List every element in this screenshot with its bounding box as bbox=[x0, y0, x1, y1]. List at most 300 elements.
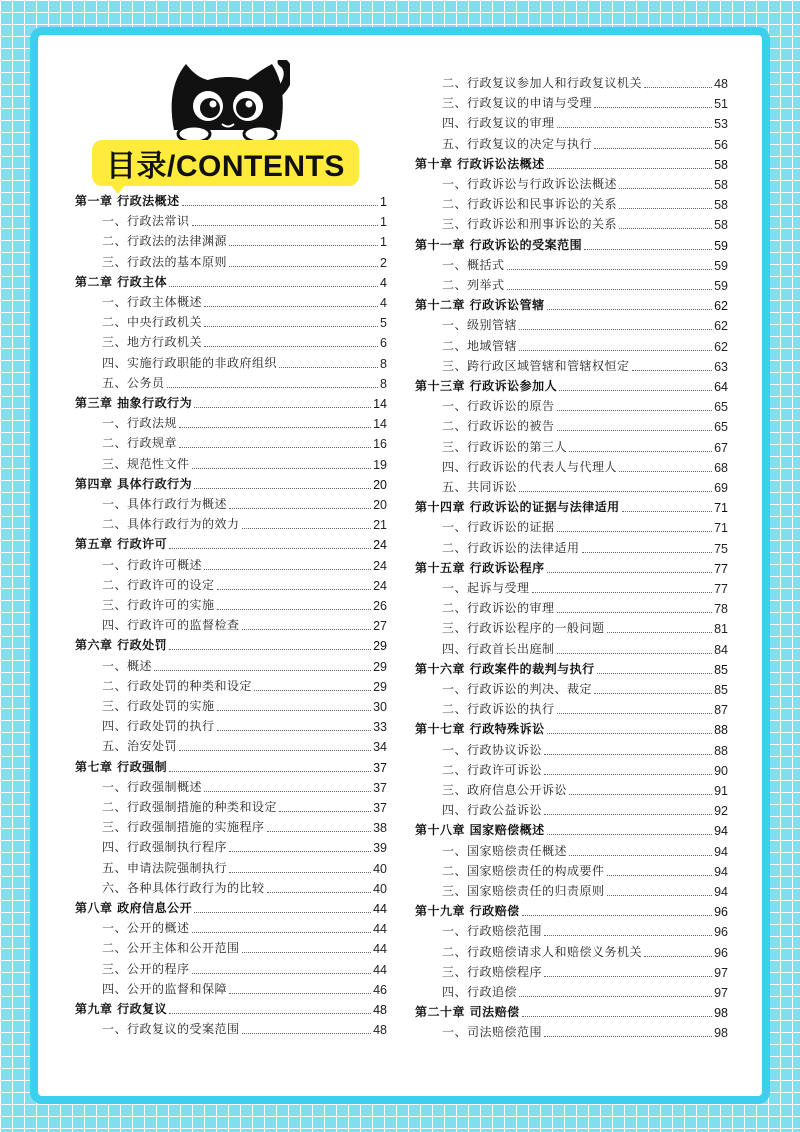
page-number: 46 bbox=[373, 982, 387, 997]
dot-leader bbox=[522, 915, 712, 916]
toc-section-row[interactable] bbox=[415, 437, 728, 455]
section-title: 一、行政诉讼与行政诉讼法概述 bbox=[442, 177, 618, 191]
toc-section-row[interactable] bbox=[75, 575, 387, 593]
section-title: 五、公务员 bbox=[102, 375, 165, 390]
dot-leader bbox=[169, 649, 371, 650]
chapter-title: 第十六章 行政案件的裁判与执行 bbox=[415, 661, 595, 676]
dot-leader bbox=[507, 269, 713, 270]
toc-section-row[interactable] bbox=[415, 618, 728, 636]
section-title: 四、行政追偿 bbox=[442, 985, 518, 999]
toc-chapter-row[interactable] bbox=[75, 393, 387, 411]
dot-leader bbox=[544, 814, 712, 815]
page-number: 56 bbox=[714, 137, 728, 152]
toc-section-row[interactable] bbox=[415, 760, 728, 778]
dot-leader bbox=[547, 572, 712, 573]
toc-section-row[interactable] bbox=[75, 959, 387, 977]
page-number: 14 bbox=[373, 397, 387, 411]
page-number: 20 bbox=[373, 477, 387, 492]
section-title: 一、行政诉讼的原告 bbox=[442, 399, 555, 414]
toc-section-row[interactable] bbox=[415, 780, 728, 798]
toc-section-row[interactable] bbox=[415, 639, 728, 657]
toc-chapter-row[interactable] bbox=[75, 999, 387, 1017]
chapter-title: 第二十章 司法赔偿 bbox=[415, 1005, 520, 1020]
section-title: 一、行政诉讼的判决、裁定 bbox=[442, 682, 593, 696]
section-title: 二、地域管辖 bbox=[442, 338, 518, 353]
toc-section-row[interactable] bbox=[75, 373, 387, 391]
section-title: 四、行政复议的审理 bbox=[442, 116, 555, 131]
toc-section-row[interactable] bbox=[75, 494, 387, 512]
page-number: 71 bbox=[714, 501, 728, 516]
toc-section-row[interactable] bbox=[75, 514, 387, 532]
section-title: 五、共同诉讼 bbox=[442, 480, 518, 494]
section-title: 三、行政法的基本原则 bbox=[102, 254, 228, 269]
page-number: 98 bbox=[714, 1006, 728, 1021]
section-title: 一、行政法常识 bbox=[102, 214, 190, 229]
page-number: 94 bbox=[714, 885, 728, 899]
toc-section-row[interactable] bbox=[415, 517, 728, 535]
section-title: 四、行政强制执行程序 bbox=[102, 840, 228, 855]
section-title: 二、行政诉讼的法律适用 bbox=[442, 540, 580, 555]
page-number: 34 bbox=[373, 740, 387, 755]
toc-section-row[interactable] bbox=[75, 858, 387, 876]
section-title: 二、行政诉讼的被告 bbox=[442, 419, 555, 434]
toc-section-row[interactable] bbox=[415, 538, 728, 556]
toc-section-row[interactable] bbox=[415, 578, 728, 596]
dot-leader bbox=[519, 491, 712, 492]
chapter-title: 第六章 行政处罚 bbox=[75, 638, 168, 653]
section-title: 一、起诉与受理 bbox=[442, 581, 530, 595]
page-number: 77 bbox=[714, 582, 728, 596]
toc-section-row[interactable] bbox=[75, 353, 387, 371]
toc-section-row[interactable] bbox=[415, 861, 728, 879]
dot-leader bbox=[582, 552, 713, 553]
dot-leader bbox=[242, 1033, 372, 1034]
page-number: 71 bbox=[714, 521, 728, 536]
toc-section-row[interactable] bbox=[75, 595, 387, 613]
page-number: 29 bbox=[373, 639, 387, 654]
chapter-title: 第八章 政府信息公开 bbox=[75, 901, 193, 915]
toc-section-row[interactable] bbox=[75, 676, 387, 694]
page-number: 5 bbox=[380, 316, 387, 331]
chapter-title: 第九章 行政复议 bbox=[75, 1002, 168, 1016]
chapter-title: 第十五章 行政诉讼程序 bbox=[415, 560, 545, 575]
section-title: 一、行政法规 bbox=[102, 416, 178, 431]
chapter-title: 第十七章 行政特殊诉讼 bbox=[415, 722, 545, 737]
page-number: 58 bbox=[714, 218, 728, 233]
toc-section-row[interactable] bbox=[415, 275, 728, 293]
section-title: 四、行政处罚的执行 bbox=[102, 719, 215, 734]
dot-leader bbox=[169, 286, 378, 287]
toc-section-row[interactable] bbox=[75, 433, 387, 451]
dot-leader bbox=[619, 188, 712, 189]
dot-leader bbox=[204, 306, 378, 307]
dot-leader bbox=[544, 1036, 712, 1037]
page-number: 40 bbox=[373, 861, 387, 876]
toc-section-row[interactable] bbox=[415, 255, 728, 273]
page-number: 68 bbox=[714, 460, 728, 475]
dot-leader bbox=[229, 872, 371, 873]
page-number: 85 bbox=[714, 662, 728, 677]
toc-section-row[interactable] bbox=[75, 332, 387, 350]
toc-section-row[interactable] bbox=[75, 413, 387, 431]
dot-leader bbox=[519, 329, 712, 330]
toc-section-row[interactable] bbox=[415, 73, 728, 91]
section-title: 六、各种具体行政行为的比较 bbox=[102, 880, 265, 895]
dot-leader bbox=[229, 508, 371, 509]
toc-chapter-row[interactable] bbox=[415, 719, 728, 737]
page-number: 67 bbox=[714, 440, 728, 455]
cat-mascot-icon bbox=[164, 60, 290, 142]
section-title: 一、概述 bbox=[102, 658, 153, 673]
page-number: 97 bbox=[714, 965, 728, 980]
toc-section-row[interactable] bbox=[415, 356, 728, 374]
dot-leader bbox=[182, 205, 378, 206]
page-number: 39 bbox=[373, 841, 387, 856]
dot-leader bbox=[619, 471, 712, 472]
page-number: 59 bbox=[714, 258, 728, 273]
toc-section-row[interactable] bbox=[415, 396, 728, 414]
dot-leader bbox=[194, 407, 371, 408]
section-title: 四、实施行政职能的非政府组织 bbox=[102, 355, 278, 370]
page-number: 1 bbox=[380, 235, 387, 250]
section-title: 二、公开主体和公开范围 bbox=[102, 941, 240, 956]
section-title: 二、行政法的法律渊源 bbox=[102, 234, 228, 249]
page-number: 58 bbox=[714, 157, 728, 172]
toc-section-row[interactable] bbox=[75, 736, 387, 754]
toc-section-row[interactable] bbox=[75, 312, 387, 330]
dot-leader bbox=[519, 996, 712, 997]
dot-leader bbox=[507, 289, 713, 290]
toc-section-row[interactable] bbox=[415, 982, 728, 1000]
dot-leader bbox=[544, 774, 712, 775]
page-number: 78 bbox=[714, 602, 728, 617]
toc-section-row[interactable] bbox=[75, 716, 387, 734]
section-title: 五、治安处罚 bbox=[102, 739, 178, 754]
dot-leader bbox=[519, 350, 712, 351]
toc-section-row[interactable] bbox=[415, 134, 728, 152]
toc-section-row[interactable] bbox=[415, 1022, 728, 1040]
toc-section-row[interactable] bbox=[415, 174, 728, 192]
page-number: 94 bbox=[714, 864, 728, 879]
toc-chapter-row[interactable] bbox=[415, 376, 728, 394]
dot-leader bbox=[229, 851, 371, 852]
toc-section-row[interactable] bbox=[415, 315, 728, 333]
toc-section-row[interactable] bbox=[75, 777, 387, 795]
page-number: 1 bbox=[380, 195, 387, 209]
dot-leader bbox=[522, 1016, 712, 1017]
page-number: 44 bbox=[373, 902, 387, 916]
page-number: 2 bbox=[380, 255, 387, 270]
page-number: 20 bbox=[373, 498, 387, 512]
toc-section-row[interactable] bbox=[415, 214, 728, 232]
toc-chapter-row[interactable] bbox=[75, 534, 387, 552]
dot-leader bbox=[279, 367, 378, 368]
chapter-title: 第十二章 行政诉讼管辖 bbox=[415, 298, 545, 313]
toc-chapter-row[interactable] bbox=[415, 235, 728, 253]
section-title: 二、具体行政行为的效力 bbox=[102, 517, 240, 532]
page-number: 33 bbox=[373, 720, 387, 735]
section-title: 五、申请法院强制执行 bbox=[102, 860, 228, 875]
section-title: 二、行政诉讼和民事诉讼的关系 bbox=[442, 197, 618, 212]
toc-section-row[interactable] bbox=[415, 800, 728, 818]
toc-section-row[interactable] bbox=[75, 292, 387, 310]
toc-section-row[interactable] bbox=[75, 979, 387, 997]
toc-chapter-row[interactable] bbox=[415, 558, 728, 576]
dot-leader bbox=[619, 208, 712, 209]
section-title: 二、行政许可诉讼 bbox=[442, 762, 543, 777]
dot-leader bbox=[547, 168, 712, 169]
toc-section-row[interactable] bbox=[415, 841, 728, 859]
page-number: 94 bbox=[714, 824, 728, 839]
page-number: 98 bbox=[714, 1026, 728, 1041]
section-title: 三、公开的程序 bbox=[102, 961, 190, 976]
toc-section-row[interactable] bbox=[415, 336, 728, 354]
section-title: 一、行政协议诉讼 bbox=[442, 742, 543, 757]
dot-leader bbox=[557, 127, 713, 128]
dot-leader bbox=[594, 107, 712, 108]
toc-section-row[interactable] bbox=[75, 656, 387, 674]
toc-section-row[interactable] bbox=[75, 817, 387, 835]
chapter-title: 第五章 行政许可 bbox=[75, 537, 168, 552]
chapter-title: 第十一章 行政诉讼的受案范围 bbox=[415, 237, 583, 252]
dot-leader bbox=[547, 733, 712, 734]
page-number: 6 bbox=[380, 336, 387, 351]
toc-section-row[interactable] bbox=[75, 211, 387, 229]
section-title: 一、行政强制概述 bbox=[102, 779, 203, 794]
page-number: 48 bbox=[714, 77, 728, 91]
dot-leader bbox=[569, 451, 712, 452]
dot-leader bbox=[547, 309, 712, 310]
toc-section-row[interactable] bbox=[75, 797, 387, 815]
section-title: 一、行政复议的受案范围 bbox=[102, 1022, 240, 1037]
toc-section-row[interactable] bbox=[415, 699, 728, 717]
dot-leader bbox=[547, 834, 712, 835]
dot-leader bbox=[192, 225, 379, 226]
dot-leader bbox=[154, 670, 371, 671]
page-number: 90 bbox=[714, 763, 728, 778]
section-title: 二、国家赔偿责任的构成要件 bbox=[442, 863, 605, 878]
toc-section-row[interactable] bbox=[415, 942, 728, 960]
chapter-title: 第十三章 行政诉讼参加人 bbox=[415, 379, 558, 393]
section-title: 三、行政诉讼程序的一般问题 bbox=[442, 621, 605, 636]
page-number: 24 bbox=[373, 558, 387, 573]
dot-leader bbox=[179, 750, 371, 751]
toc-section-row[interactable] bbox=[415, 598, 728, 616]
dot-leader bbox=[594, 693, 712, 694]
toc-section-row[interactable] bbox=[415, 93, 728, 111]
page-number: 64 bbox=[714, 380, 728, 394]
page-number: 77 bbox=[714, 561, 728, 576]
toc-chapter-row[interactable] bbox=[415, 901, 728, 919]
page-number: 29 bbox=[373, 679, 387, 694]
dot-leader bbox=[229, 245, 378, 246]
page-number: 26 bbox=[373, 599, 387, 613]
page-number: 48 bbox=[373, 1023, 387, 1038]
page-number: 37 bbox=[373, 801, 387, 815]
dot-leader bbox=[644, 87, 712, 88]
dot-leader bbox=[557, 430, 713, 431]
dot-leader bbox=[267, 892, 372, 893]
section-title: 三、行政许可的实施 bbox=[102, 598, 215, 612]
page-number: 4 bbox=[380, 275, 387, 290]
dot-leader bbox=[544, 935, 712, 936]
section-title: 四、行政首长出庭制 bbox=[442, 641, 555, 656]
dot-leader bbox=[217, 710, 372, 711]
dot-leader bbox=[569, 794, 712, 795]
dot-leader bbox=[192, 973, 372, 974]
toc-section-row[interactable] bbox=[415, 740, 728, 758]
toc-section-row[interactable] bbox=[415, 881, 728, 899]
dot-leader bbox=[192, 932, 372, 933]
toc-chapter-row[interactable] bbox=[415, 659, 728, 677]
dot-leader bbox=[584, 249, 712, 250]
dot-leader bbox=[167, 387, 379, 388]
toc-chapter-row[interactable] bbox=[415, 295, 728, 313]
toc-section-row[interactable] bbox=[75, 837, 387, 855]
toc-section-row[interactable] bbox=[415, 921, 728, 939]
dot-leader bbox=[229, 993, 371, 994]
dot-leader bbox=[254, 690, 371, 691]
dot-leader bbox=[559, 390, 712, 391]
section-title: 三、政府信息公开诉讼 bbox=[442, 783, 568, 797]
section-title: 二、行政处罚的种类和设定 bbox=[102, 678, 253, 693]
dot-leader bbox=[644, 956, 712, 957]
section-title: 一、行政赔偿范围 bbox=[442, 924, 543, 939]
page-number: 81 bbox=[714, 622, 728, 637]
page-number: 48 bbox=[373, 1003, 387, 1017]
toc-section-row[interactable] bbox=[415, 416, 728, 434]
page-number: 16 bbox=[373, 437, 387, 452]
page-number: 91 bbox=[714, 784, 728, 798]
dot-leader bbox=[557, 531, 713, 532]
toc-section-row[interactable] bbox=[415, 457, 728, 475]
section-title: 三、行政赔偿程序 bbox=[442, 964, 543, 979]
section-title: 一、司法赔偿范围 bbox=[442, 1025, 543, 1040]
page-number: 96 bbox=[714, 905, 728, 920]
chapter-title: 第二章 行政主体 bbox=[75, 274, 168, 289]
toc-section-row[interactable] bbox=[415, 962, 728, 980]
dot-leader bbox=[557, 410, 713, 411]
page-number: 37 bbox=[373, 760, 387, 775]
section-title: 一、行政许可概述 bbox=[102, 557, 203, 572]
section-title: 四、行政许可的监督检查 bbox=[102, 618, 240, 633]
section-title: 一、国家赔偿责任概述 bbox=[442, 843, 568, 858]
dot-leader bbox=[607, 875, 713, 876]
toc-chapter-row[interactable] bbox=[75, 757, 387, 775]
section-title: 三、行政处罚的实施 bbox=[102, 699, 215, 713]
page-number: 87 bbox=[714, 703, 728, 718]
chapter-title: 第十九章 行政赔偿 bbox=[415, 904, 520, 919]
page-number: 58 bbox=[714, 198, 728, 213]
toc-section-row[interactable] bbox=[75, 252, 387, 270]
chapter-title: 第十八章 国家赔偿概述 bbox=[415, 823, 545, 838]
toc-section-row[interactable] bbox=[415, 679, 728, 697]
dot-leader bbox=[619, 228, 712, 229]
toc-chapter-row[interactable] bbox=[75, 474, 387, 492]
page-number: 1 bbox=[380, 215, 387, 230]
dot-leader bbox=[204, 569, 371, 570]
section-title: 二、行政强制措施的种类和设定 bbox=[102, 800, 278, 814]
toc-section-row[interactable] bbox=[75, 1019, 387, 1037]
chapter-title: 第七章 行政强制 bbox=[75, 759, 168, 774]
section-title: 一、行政诉讼的证据 bbox=[442, 520, 555, 535]
dot-leader bbox=[229, 266, 378, 267]
toc-section-row[interactable] bbox=[75, 878, 387, 896]
toc-chapter-row[interactable] bbox=[75, 272, 387, 290]
dot-leader bbox=[557, 713, 713, 714]
toc-chapter-row[interactable] bbox=[415, 497, 728, 515]
toc-chapter-row[interactable] bbox=[415, 820, 728, 838]
section-title: 二、行政赔偿请求人和赔偿义务机关 bbox=[442, 944, 643, 959]
dot-leader bbox=[544, 754, 712, 755]
page-number: 65 bbox=[714, 400, 728, 415]
toc-chapter-row[interactable] bbox=[415, 1002, 728, 1020]
page-number: 85 bbox=[714, 683, 728, 697]
section-title: 三、规范性文件 bbox=[102, 456, 190, 471]
dot-leader bbox=[204, 326, 378, 327]
page-number: 38 bbox=[373, 821, 387, 836]
toc-section-row[interactable] bbox=[75, 938, 387, 956]
chapter-title: 第十章 行政诉讼法概述 bbox=[415, 156, 545, 171]
dot-leader bbox=[242, 952, 372, 953]
dot-leader bbox=[194, 488, 371, 489]
section-title: 四、行政公益诉讼 bbox=[442, 803, 543, 818]
section-title: 一、行政主体概述 bbox=[102, 295, 203, 309]
section-title: 二、中央行政机关 bbox=[102, 315, 203, 330]
section-title: 三、行政诉讼和刑事诉讼的关系 bbox=[442, 217, 618, 232]
dot-leader bbox=[179, 447, 371, 448]
toc-section-row[interactable] bbox=[415, 477, 728, 495]
dot-leader bbox=[557, 653, 713, 654]
page-number: 62 bbox=[714, 339, 728, 354]
dot-leader bbox=[192, 468, 372, 469]
dot-leader bbox=[569, 855, 712, 856]
page-number: 88 bbox=[714, 723, 728, 738]
section-title: 一、公开的概述 bbox=[102, 921, 190, 936]
dot-leader bbox=[217, 589, 372, 590]
section-title: 二、行政许可的设定 bbox=[102, 577, 215, 592]
chapter-title: 第一章 行政法概述 bbox=[75, 194, 180, 208]
toc-section-row[interactable] bbox=[75, 615, 387, 633]
toc-chapter-row[interactable] bbox=[415, 154, 728, 172]
dot-leader bbox=[204, 346, 378, 347]
toc-section-row[interactable] bbox=[75, 454, 387, 472]
dot-leader bbox=[557, 612, 713, 613]
section-title: 四、行政诉讼的代表人与代理人 bbox=[442, 459, 618, 474]
toc-section-row[interactable] bbox=[75, 696, 387, 714]
page-number: 8 bbox=[380, 376, 387, 391]
page-title: 目录/CONTENTS bbox=[92, 140, 359, 186]
dot-leader bbox=[622, 511, 712, 512]
toc-section-row[interactable] bbox=[75, 231, 387, 249]
toc-section-row[interactable] bbox=[75, 555, 387, 573]
page-number: 96 bbox=[714, 925, 728, 940]
toc-chapter-row[interactable] bbox=[75, 898, 387, 916]
page-number: 62 bbox=[714, 319, 728, 334]
toc-chapter-row[interactable] bbox=[75, 191, 387, 209]
section-title: 三、行政诉讼的第三人 bbox=[442, 439, 568, 454]
toc-section-row[interactable] bbox=[415, 194, 728, 212]
dot-leader bbox=[194, 912, 371, 913]
toc-chapter-row[interactable] bbox=[75, 635, 387, 653]
section-title: 五、行政复议的决定与执行 bbox=[442, 136, 593, 151]
dot-leader bbox=[204, 791, 371, 792]
toc-section-row[interactable] bbox=[75, 918, 387, 936]
dot-leader bbox=[217, 609, 372, 610]
chapter-title: 第十四章 行政诉讼的证据与法律适用 bbox=[415, 500, 620, 515]
toc-section-row[interactable] bbox=[415, 113, 728, 131]
page-number: 24 bbox=[373, 578, 387, 593]
